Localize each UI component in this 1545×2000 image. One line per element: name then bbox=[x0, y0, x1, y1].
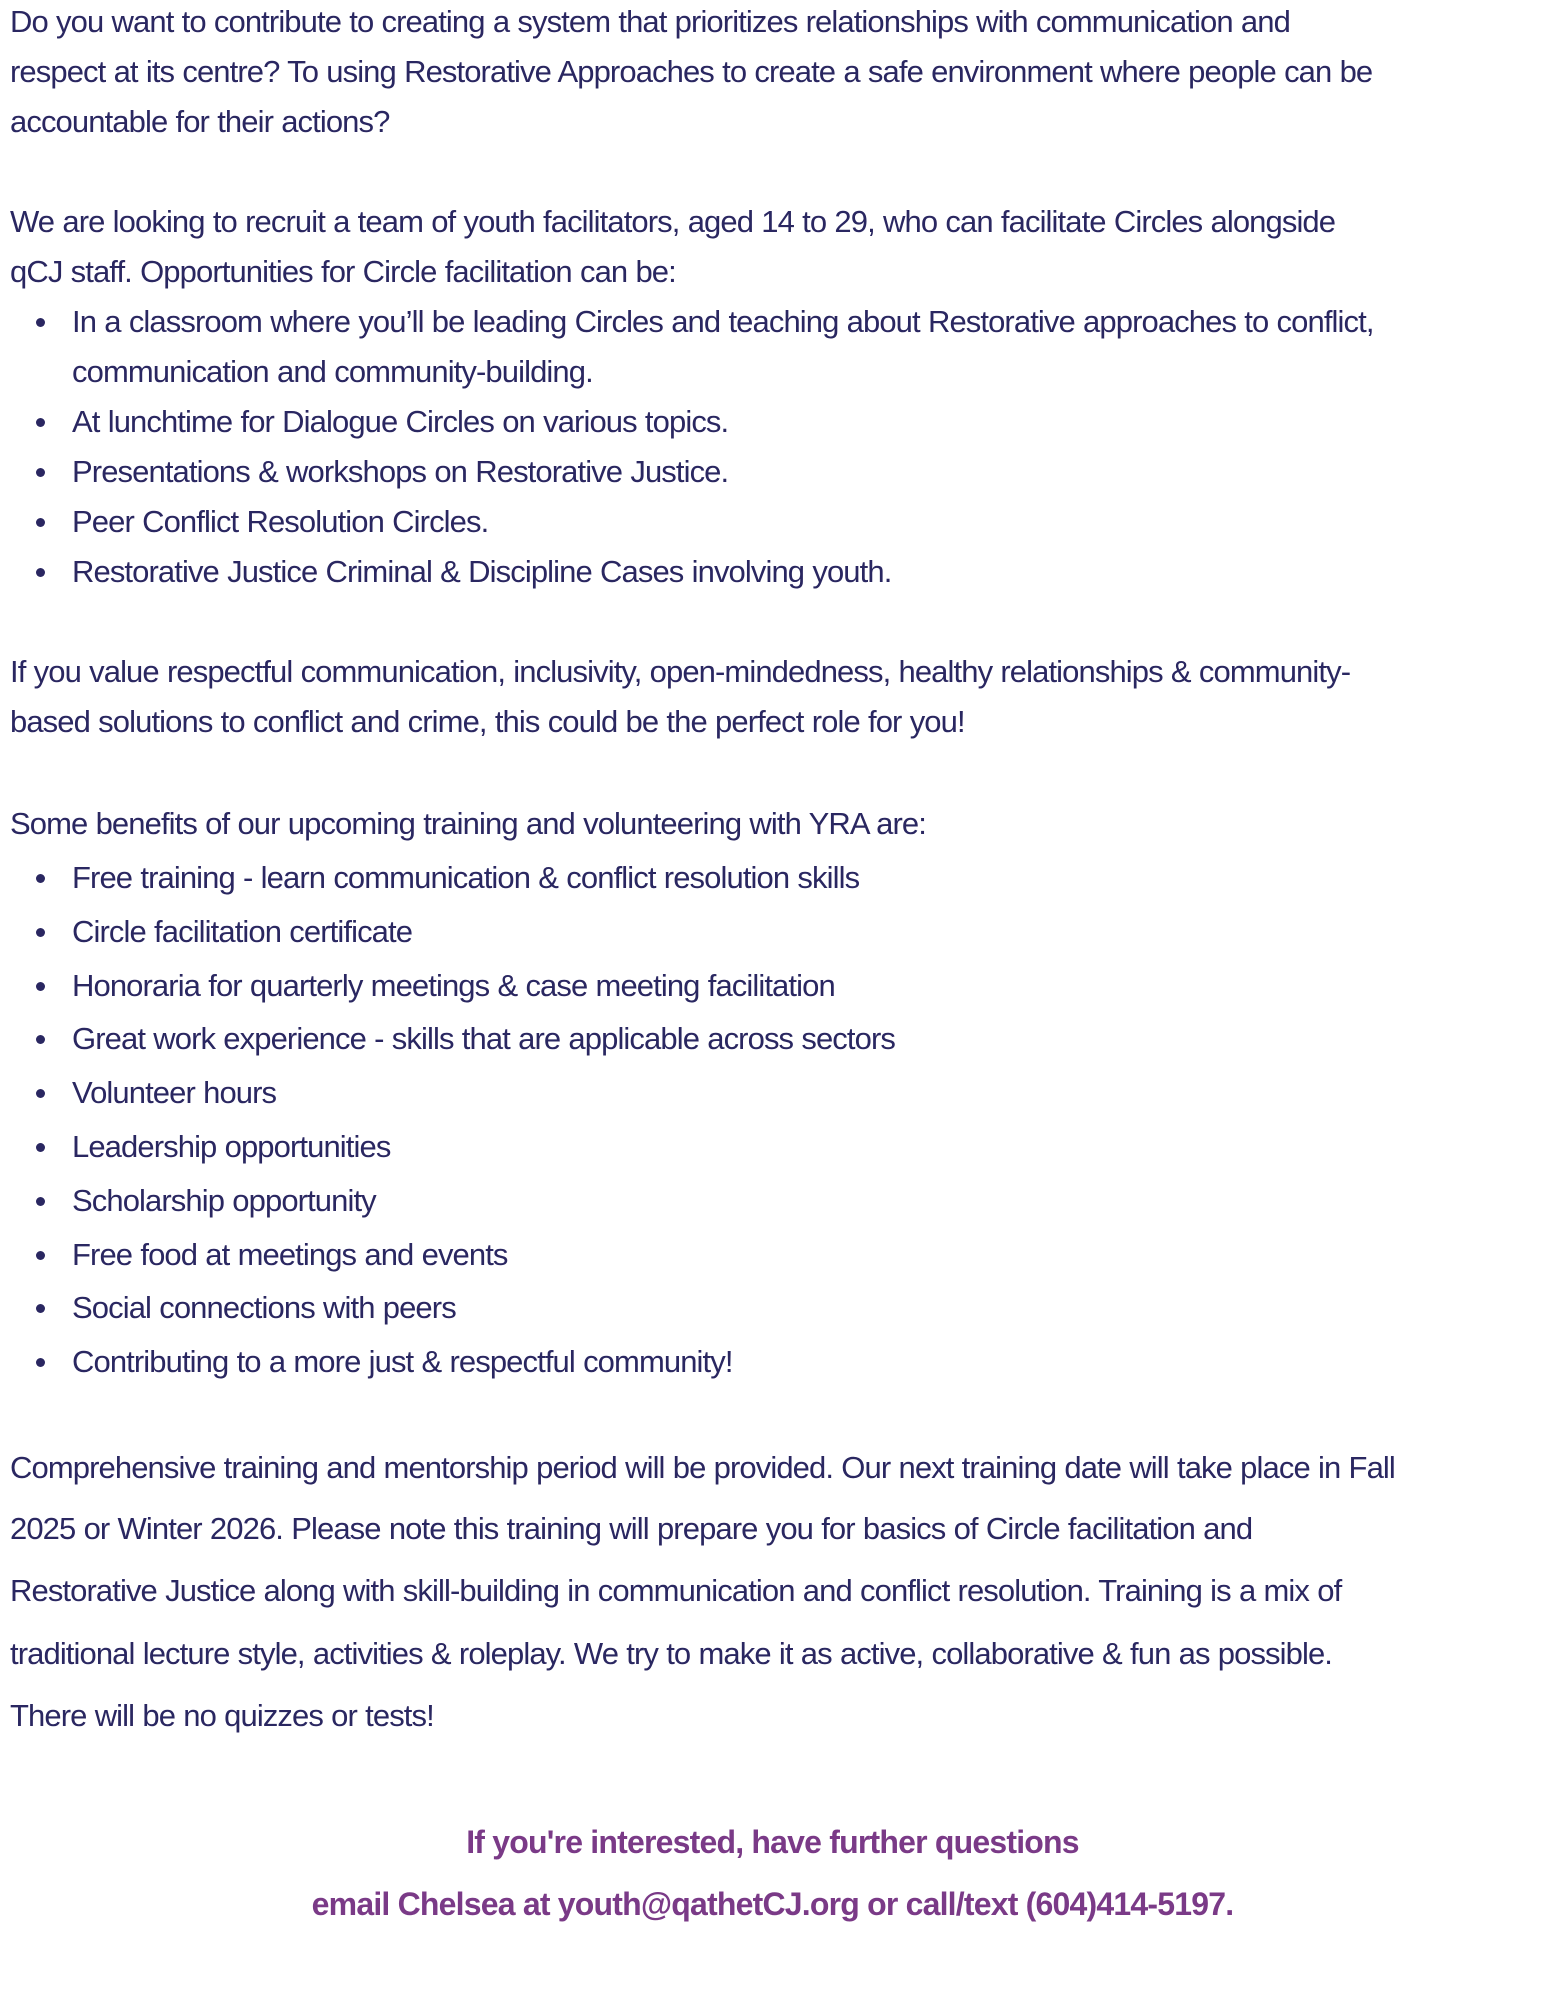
values-line: based solutions to conflict and crime, this could be the perfect role for you! bbox=[10, 704, 965, 739]
list-item-text: In a classroom where you’ll be leading Circles and teaching about Restorative approaches to conflict, bbox=[72, 304, 1374, 339]
values-line: If you value respectful communication, inclusivity, open-mindedness, healthy relationships & community- bbox=[10, 654, 1351, 689]
list-item-text: Honoraria for quarterly meetings & case meeting facilitation bbox=[72, 968, 835, 1003]
training-line: traditional lecture style, activities & roleplay. We try to make it as active, collaborative & fun as possible. bbox=[10, 1636, 1333, 1671]
benefits-heading: Some benefits of our upcoming training and volunteering with YRA are: bbox=[10, 806, 926, 841]
list-item-text: Social connections with peers bbox=[72, 1290, 456, 1325]
intro-line: accountable for their actions? bbox=[10, 104, 390, 139]
list-item-text: Restorative Justice Criminal & Discipline Cases involving youth. bbox=[72, 554, 892, 589]
contact-prefix: email Chelsea at bbox=[311, 1886, 558, 1922]
contact-suffix: . bbox=[1225, 1886, 1234, 1922]
training-line: 2025 or Winter 2026. Please note this training will prepare you for basics of Circle facilitation and bbox=[10, 1511, 1253, 1546]
list-item-text: Great work experience - skills that are applicable across sectors bbox=[72, 1021, 895, 1056]
bullet-icon bbox=[36, 468, 45, 477]
bullet-icon bbox=[36, 1143, 45, 1152]
list-item-text: Free training - learn communication & conflict resolution skills bbox=[72, 860, 860, 895]
list-item-text: Free food at meetings and events bbox=[72, 1237, 508, 1272]
list-item-text: Scholarship opportunity bbox=[72, 1183, 376, 1218]
bullet-icon bbox=[36, 1304, 45, 1313]
list-item-text: Contributing to a more just & respectful community! bbox=[72, 1344, 733, 1379]
recruit-line: We are looking to recruit a team of youth facilitators, aged 14 to 29, who can facilitate Circles alongside bbox=[10, 204, 1336, 239]
training-line: Comprehensive training and mentorship period will be provided. Our next training date will take place in Fall bbox=[10, 1450, 1395, 1485]
contact-intro: If you're interested, have further questions bbox=[466, 1824, 1079, 1860]
bullet-icon bbox=[36, 874, 45, 883]
list-item-text: Peer Conflict Resolution Circles. bbox=[72, 504, 489, 539]
bullet-icon bbox=[36, 1089, 45, 1098]
bullet-icon bbox=[36, 1197, 45, 1206]
bullet-icon bbox=[36, 982, 45, 991]
intro-line: respect at its centre? To using Restorative Approaches to create a safe environment where people can be bbox=[10, 54, 1373, 89]
bullet-icon bbox=[36, 318, 45, 327]
bullet-icon bbox=[36, 568, 45, 577]
bullet-icon bbox=[36, 518, 45, 527]
list-item-text: communication and community-building. bbox=[72, 354, 593, 389]
bullet-icon bbox=[36, 1251, 45, 1260]
list-item-text: Circle facilitation certificate bbox=[72, 914, 413, 949]
bullet-icon bbox=[36, 418, 45, 427]
list-item-text: Presentations & workshops on Restorative Justice. bbox=[72, 454, 729, 489]
list-item-text: Volunteer hours bbox=[72, 1075, 277, 1110]
contact-details bbox=[0, 1882, 1545, 1926]
list-item-text: At lunchtime for Dialogue Circles on various topics. bbox=[72, 404, 729, 439]
recruit-line: qCJ staff. Opportunities for Circle facilitation can be: bbox=[10, 254, 676, 289]
training-line: There will be no quizzes or tests! bbox=[10, 1698, 434, 1733]
bullet-icon bbox=[36, 928, 45, 937]
contact-phone-link[interactable]: (604)414-5197 bbox=[1025, 1886, 1226, 1922]
bullet-icon bbox=[36, 1358, 45, 1367]
training-line: Restorative Justice along with skill-building in communication and conflict resolution. Training is a mix of bbox=[10, 1573, 1342, 1608]
intro-line: Do you want to contribute to creating a system that prioritizes relationships with communication and bbox=[10, 4, 1290, 39]
contact-middle: or call/text bbox=[859, 1886, 1026, 1922]
contact-email-link[interactable]: youth@qathetCJ.org bbox=[557, 1886, 860, 1922]
list-item-text: Leadership opportunities bbox=[72, 1129, 391, 1164]
bullet-icon bbox=[36, 1035, 45, 1044]
